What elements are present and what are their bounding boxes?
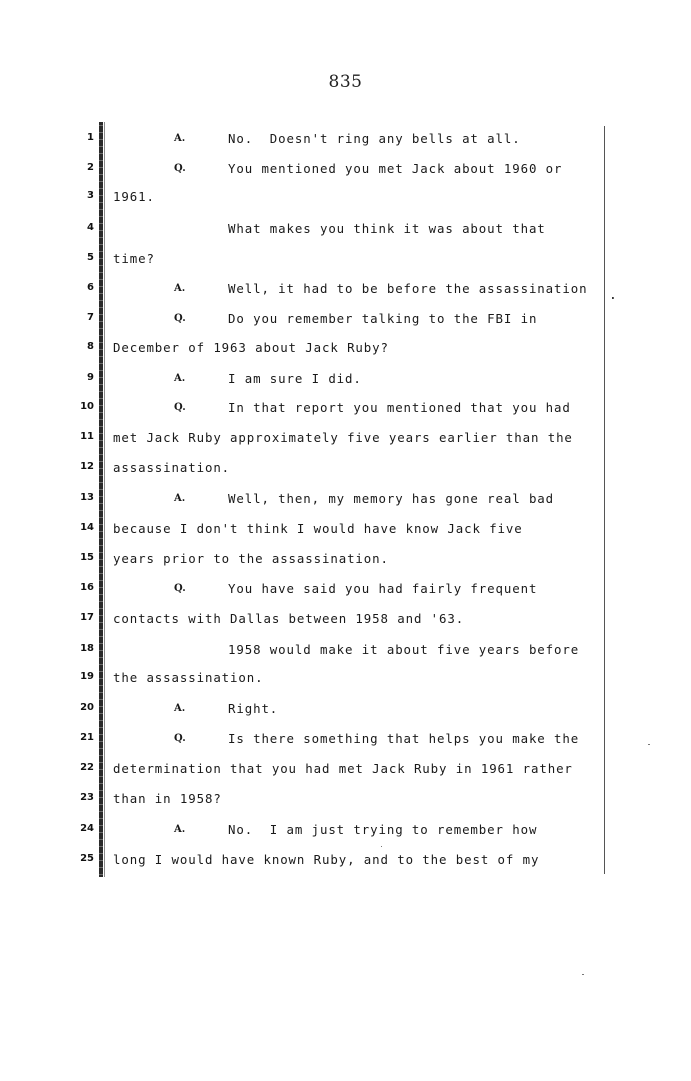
speaker-label: Q. [174,402,186,413]
speaker-label: A. [174,703,186,714]
line-number: 8 [87,341,94,352]
line-text: met Jack Ruby approximately five years earlier than the [113,430,573,445]
line-number: 22 [80,762,94,773]
line-number: 7 [87,312,94,323]
line-number: 9 [87,372,94,383]
transcript-line [0,520,691,540]
transcript-line [0,160,691,180]
transcript-line [0,399,691,419]
transcript-line [0,370,691,390]
line-text: What makes you think it was about that [228,221,546,236]
speaker-label: A. [174,824,186,835]
speaker-label: A. [174,373,186,384]
transcript-line [0,821,691,841]
line-number: 16 [80,582,94,593]
line-text: Right. [228,701,279,716]
line-number: 6 [87,282,94,293]
transcript-line [0,700,691,720]
line-text: I am sure I did. [228,371,362,386]
transcript-line [0,250,691,270]
line-text: long I would have known Ruby, and to the best of my [113,852,540,867]
line-text: Well, it had to be before the assassination [228,281,588,296]
page-number: 835 [328,72,363,92]
transcript-line [0,760,691,780]
line-number: 15 [80,552,94,563]
line-number: 25 [80,853,94,864]
line-number: 13 [80,492,94,503]
speaker-label: Q. [174,733,186,744]
line-text: No. I am just trying to remember how [228,822,538,837]
transcript-line [0,641,691,661]
scan-speck [582,974,584,975]
line-text: 1961. [113,189,155,204]
line-text: December of 1963 about Jack Ruby? [113,340,389,355]
line-number: 23 [80,792,94,803]
transcript-line [0,669,691,689]
line-text: than in 1958? [113,791,222,806]
line-number: 21 [80,732,94,743]
line-number: 14 [80,522,94,533]
transcript-line [0,851,691,871]
line-number: 1 [87,132,94,143]
transcript-line [0,550,691,570]
line-number: 5 [87,252,94,263]
scan-speck [381,846,382,847]
line-text: In that report you mentioned that you had [228,400,571,415]
transcript-line [0,310,691,330]
line-text: You mentioned you met Jack about 1960 or [228,161,563,176]
speaker-label: A. [174,493,186,504]
transcript-line [0,580,691,600]
transcript-line [0,790,691,810]
scan-speck [648,744,650,745]
line-number: 19 [80,671,94,682]
line-text: because I don't think I would have know Jack five [113,521,523,536]
line-number: 24 [80,823,94,834]
line-text: You have said you had fairly frequent [228,581,538,596]
line-number: 4 [87,222,94,233]
transcript-line [0,459,691,479]
line-number: 2 [87,162,94,173]
line-text: 1958 would make it about five years before [228,642,580,657]
transcript-line [0,429,691,449]
speaker-label: Q. [174,583,186,594]
line-text: No. Doesn't ring any bells at all. [228,131,521,146]
line-text: Do you remember talking to the FBI in [228,311,538,326]
line-number: 12 [80,461,94,472]
transcript-line [0,280,691,300]
line-text: Well, then, my memory has gone real bad [228,491,555,506]
line-text: contacts with Dallas between 1958 and '63. [113,611,465,626]
line-text: time? [113,251,155,266]
line-number: 10 [80,401,94,412]
transcript-line [0,339,691,359]
line-number: 3 [87,190,94,201]
line-number: 17 [80,612,94,623]
speaker-label: Q. [174,163,186,174]
speaker-label: A. [174,133,186,144]
transcript-line [0,610,691,630]
line-number: 20 [80,702,94,713]
speaker-label: Q. [174,313,186,324]
line-text: Is there something that helps you make the [228,731,580,746]
transcript-line [0,188,691,208]
line-number: 11 [80,431,94,442]
line-text: years prior to the assassination. [113,551,389,566]
speaker-label: A. [174,283,186,294]
line-number: 18 [80,643,94,654]
trailing-period: . [609,288,617,303]
transcript-line [0,130,691,150]
transcript-line [0,220,691,240]
line-text: determination that you had met Jack Ruby in 1961 rather [113,761,573,776]
line-text: assassination. [113,460,231,475]
transcript-line [0,730,691,750]
line-text: the assassination. [113,670,264,685]
transcript-line [0,490,691,510]
